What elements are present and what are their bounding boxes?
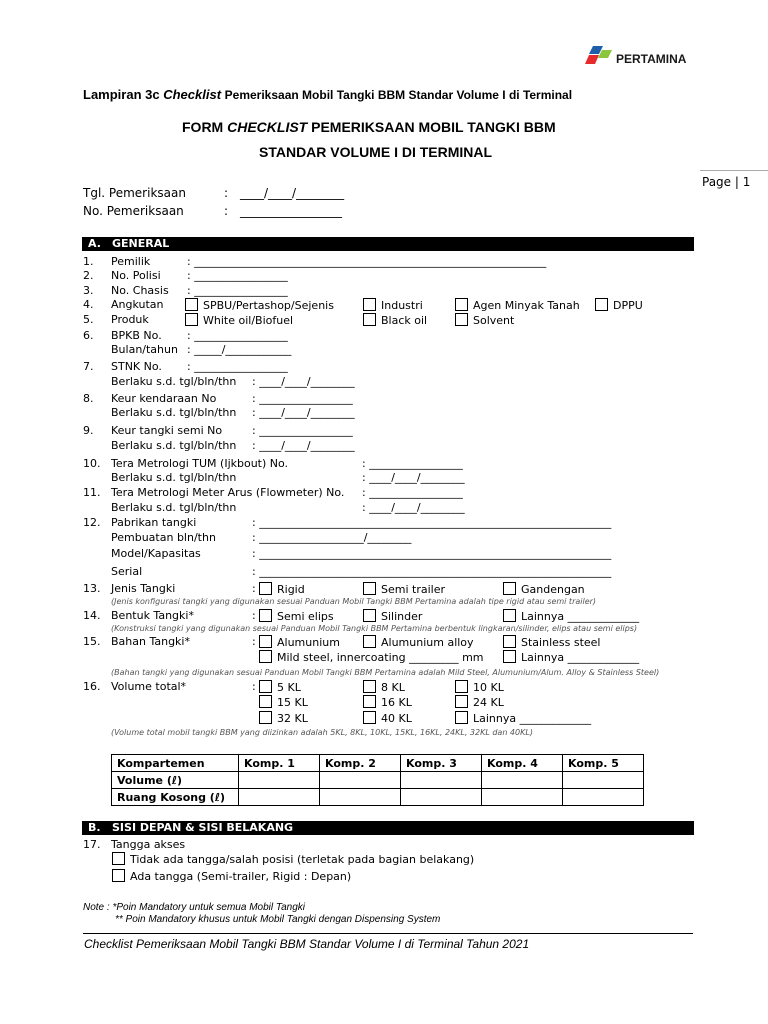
- checkbox[interactable]: [363, 635, 376, 648]
- pertamina-logo-icon: [583, 44, 613, 68]
- volume-option[interactable]: [259, 680, 301, 694]
- table-cell[interactable]: [239, 789, 320, 806]
- row-value[interactable]: : ____/____/________: [252, 375, 355, 388]
- checkbox[interactable]: [363, 711, 376, 724]
- table-cell[interactable]: [320, 789, 401, 806]
- option-label: 15 KL: [277, 696, 308, 709]
- bentuk-option[interactable]: [363, 609, 422, 623]
- row-label: Volume total*: [111, 680, 187, 693]
- option-label: Semi elips: [277, 610, 334, 623]
- row-value[interactable]: : _________________: [362, 457, 463, 470]
- option-label: Alumunium alloy: [381, 636, 474, 649]
- row-value[interactable]: : _____/____________: [187, 343, 292, 356]
- option-label: DPPU: [613, 299, 643, 312]
- produk-option[interactable]: [185, 313, 293, 327]
- lampiran-prefix: Lampiran 3c: [83, 87, 160, 102]
- volume-note: (Volume total mobil tangki BBM yang diizinkan adalah 5KL, 8KL, 10KL, 15KL, 16KL, 24KL, 32KL dan 40KL): [111, 728, 533, 737]
- row-label: Tera Metrologi TUM (Ijkbout) No.: [111, 457, 289, 470]
- produk-option[interactable]: [363, 313, 427, 327]
- row-label: Keur tangki semi No: [111, 424, 223, 437]
- row-num: 17.: [83, 838, 101, 851]
- option-label: White oil/Biofuel: [203, 314, 294, 327]
- title-italic: CHECKLIST: [227, 119, 308, 135]
- angkutan-option[interactable]: [185, 298, 334, 312]
- row-num: 2.: [83, 269, 94, 282]
- section-a-title: GENERAL: [112, 237, 170, 250]
- lampiran-rest: Pemeriksaan Mobil Tangki BBM Standar Volume I di Terminal: [224, 88, 573, 102]
- meta-tgl-value[interactable]: ____/____/________: [240, 186, 345, 200]
- pertamina-wordmark: PERTAMINA: [616, 52, 687, 66]
- bahan-option[interactable]: [259, 635, 340, 649]
- page-rule: [700, 170, 768, 171]
- volume-option[interactable]: [363, 695, 412, 709]
- option-label: Lainnya _____________: [473, 712, 592, 725]
- option-label: Stainless steel: [521, 636, 601, 649]
- option-label: 5 KL: [277, 681, 301, 694]
- row-colon: :: [252, 582, 256, 595]
- checkbox[interactable]: [363, 695, 376, 708]
- pertamina-logo: [583, 44, 613, 73]
- note-line-1: Note : *Poin Mandatory untuk semua Mobil Tangki: [83, 902, 305, 913]
- row-value[interactable]: : ________________________________________________________________: [187, 255, 547, 268]
- row-num: 15.: [83, 635, 101, 648]
- option-label: Black oil: [381, 314, 428, 327]
- table-cell[interactable]: [401, 772, 482, 789]
- tangga-option[interactable]: [112, 852, 474, 866]
- option-label: Mild steel, innercoating _________ mm: [277, 651, 484, 664]
- checkbox[interactable]: [363, 298, 376, 311]
- option-label: Lainnya _____________: [521, 651, 640, 664]
- lampiran-italic: Checklist: [163, 87, 222, 102]
- option-label: Ada tangga (Semi-trailer, Rigid : Depan): [130, 870, 352, 883]
- checkbox[interactable]: [259, 635, 272, 648]
- row-label: Serial: [111, 565, 143, 578]
- bentuk-option[interactable]: [503, 609, 639, 623]
- checkbox[interactable]: [185, 313, 198, 326]
- jenis-note: (Jenis konfigurasi tangki yang digunakan sesuai Panduan Mobil Tangki BBM Pertamina adalah tipe rigid atau semi trailer): [111, 597, 597, 606]
- row-label: Berlaku s.d. tgl/bln/thn: [111, 439, 237, 452]
- option-label: 24 KL: [473, 696, 504, 709]
- row-label: Berlaku s.d. tgl/bln/thn: [111, 471, 237, 484]
- row-value[interactable]: : ________________________________________________________________: [252, 547, 612, 560]
- table-row-label: Ruang Kosong (ℓ): [112, 789, 239, 806]
- option-label: Tidak ada tangga/salah posisi (terletak pada bagian belakang): [130, 853, 475, 866]
- section-b-title: SISI DEPAN & SISI BELAKANG: [112, 821, 294, 834]
- checkbox[interactable]: [503, 635, 516, 648]
- option-label: 40 KL: [381, 712, 412, 725]
- checkbox[interactable]: [455, 695, 468, 708]
- note-line-2: ** Poin Mandatory khusus untuk Mobil Tangki dengan Dispensing System: [115, 914, 441, 925]
- row-colon: :: [252, 680, 256, 693]
- row-value[interactable]: : ____/____/________: [252, 439, 355, 452]
- angkutan-option[interactable]: [455, 298, 580, 312]
- checkbox[interactable]: [503, 650, 516, 663]
- meta-no-colon: :: [224, 204, 229, 218]
- row-value[interactable]: : _________________: [187, 360, 288, 373]
- row-num: 5.: [83, 313, 94, 326]
- row-colon: :: [252, 609, 256, 622]
- checkbox[interactable]: [595, 298, 608, 311]
- option-label: Semi trailer: [381, 583, 445, 596]
- option-label: Lainnya _____________: [521, 610, 640, 623]
- table-row: [112, 789, 644, 806]
- row-num: 13.: [83, 582, 101, 595]
- row-label: STNK No.: [111, 360, 162, 373]
- section-a-num: A.: [88, 237, 101, 250]
- row-num: 10.: [83, 457, 101, 470]
- row-num: 1.: [83, 255, 94, 268]
- table-cell[interactable]: [482, 789, 563, 806]
- checkbox[interactable]: [185, 298, 198, 311]
- table-header-cell: Komp. 2: [320, 755, 401, 772]
- row-label: Berlaku s.d. tgl/bln/thn: [111, 406, 237, 419]
- volume-option[interactable]: [259, 711, 308, 725]
- checkbox[interactable]: [503, 609, 516, 622]
- jenis-option[interactable]: [259, 582, 305, 596]
- footer-rule: [83, 933, 693, 934]
- row-label: No. Chasis: [111, 284, 169, 297]
- table-header-cell: Komp. 3: [401, 755, 482, 772]
- row-label: Produk: [111, 313, 149, 326]
- table-header-cell: Komp. 4: [482, 755, 563, 772]
- meta-tgl-label: Tgl. Pemeriksaan: [83, 186, 186, 200]
- bahan-option[interactable]: [503, 635, 600, 649]
- row-label: Pemilik: [111, 255, 151, 268]
- row-num: 16.: [83, 680, 101, 693]
- row-label: Berlaku s.d. tgl/bln/thn: [111, 501, 237, 514]
- table-cell[interactable]: [563, 772, 644, 789]
- row-label: Angkutan: [111, 298, 164, 311]
- row-num: 9.: [83, 424, 94, 437]
- table-header-row: [112, 755, 644, 772]
- volume-option[interactable]: [455, 711, 591, 725]
- row-value[interactable]: : _________________: [187, 269, 288, 282]
- bahan-option[interactable]: [363, 635, 474, 649]
- volume-option[interactable]: [363, 680, 405, 694]
- jenis-option[interactable]: [363, 582, 445, 596]
- row-colon: :: [252, 635, 256, 648]
- table-header-cell: Kompartemen: [112, 755, 239, 772]
- table-cell[interactable]: [320, 772, 401, 789]
- row-value[interactable]: : ____/____/________: [252, 406, 355, 419]
- table-cell[interactable]: [401, 789, 482, 806]
- volume-option[interactable]: [363, 711, 412, 725]
- row-label: Model/Kapasitas: [111, 547, 201, 560]
- volume-option[interactable]: [455, 680, 504, 694]
- option-label: 16 KL: [381, 696, 412, 709]
- jenis-option[interactable]: [503, 582, 585, 596]
- checkbox[interactable]: [259, 609, 272, 622]
- checkbox[interactable]: [455, 680, 468, 693]
- option-label: 32 KL: [277, 712, 308, 725]
- produk-option[interactable]: [455, 313, 514, 327]
- section-b-num: B.: [88, 821, 101, 834]
- row-value[interactable]: : _________________: [187, 284, 288, 297]
- checkbox[interactable]: [363, 313, 376, 326]
- bahan-option[interactable]: [259, 650, 484, 664]
- bahan-note: (Bahan tangki yang digunakan sesuai Panduan Mobil Tangki BBM Pertamina adalah Mild Steel, Alumunium/Alum. Alloy & Stainless Steel): [111, 668, 660, 677]
- option-label: Industri: [381, 299, 423, 312]
- table-header-cell: Komp. 1: [239, 755, 320, 772]
- checkbox[interactable]: [112, 869, 125, 882]
- form-title-line1: [182, 119, 556, 135]
- row-value[interactable]: : _________________: [252, 392, 353, 405]
- table-header-cell: Komp. 5: [563, 755, 644, 772]
- row-label: Berlaku s.d. tgl/bln/thn: [111, 375, 237, 388]
- row-num: 6.: [83, 329, 94, 342]
- section-a-header: [82, 237, 694, 251]
- table-cell[interactable]: [482, 772, 563, 789]
- title-part2: PEMERIKSAAN MOBIL TANGKI BBM: [311, 119, 556, 135]
- row-num: 4.: [83, 298, 94, 311]
- page-number: Page | 1: [702, 175, 751, 189]
- row-num: 14.: [83, 609, 101, 622]
- row-label: Pembuatan bln/thn: [111, 531, 216, 544]
- row-num: 12.: [83, 516, 101, 529]
- checkbox[interactable]: [259, 695, 272, 708]
- row-label: Bahan Tangki*: [111, 635, 190, 648]
- bahan-option[interactable]: [503, 650, 639, 664]
- row-label: Keur kendaraan No: [111, 392, 217, 405]
- kompartemen-table: [111, 754, 644, 806]
- row-value[interactable]: : ____/____/________: [362, 471, 465, 484]
- meta-tgl-colon: :: [224, 186, 229, 200]
- option-label: Rigid: [277, 583, 305, 596]
- row-label: Bulan/tahun: [111, 343, 178, 356]
- row-value[interactable]: : _________________: [362, 486, 463, 499]
- section-b-header: [82, 821, 694, 835]
- row-label: Jenis Tangki: [111, 582, 176, 595]
- meta-no-value[interactable]: _________________: [240, 204, 342, 218]
- checkbox[interactable]: [259, 680, 272, 693]
- bentuk-option[interactable]: [259, 609, 334, 623]
- volume-option[interactable]: [259, 695, 308, 709]
- option-label: Solvent: [473, 314, 515, 327]
- checkbox[interactable]: [112, 852, 125, 865]
- volume-option[interactable]: [455, 695, 504, 709]
- angkutan-option[interactable]: [595, 298, 643, 312]
- table-cell[interactable]: [563, 789, 644, 806]
- form-title-line2: STANDAR VOLUME I DI TERMINAL: [259, 144, 493, 160]
- meta-no-label: No. Pemeriksaan: [83, 204, 184, 218]
- option-label: SPBU/Pertashop/Sejenis: [203, 299, 334, 312]
- option-label: Alumunium: [277, 636, 340, 649]
- checkbox[interactable]: [363, 609, 376, 622]
- option-label: 8 KL: [381, 681, 405, 694]
- checkbox[interactable]: [259, 582, 272, 595]
- bentuk-note: (Konstruksi tangki yang digunakan sesuai Panduan Mobil Tangki BBM Pertamina berbentuk lingkaran/silinder, elips atau semi elips): [111, 624, 638, 633]
- table-cell[interactable]: [239, 772, 320, 789]
- option-label: 10 KL: [473, 681, 504, 694]
- row-num: 11.: [83, 486, 101, 499]
- tangga-option[interactable]: [112, 869, 351, 883]
- table-row: [112, 772, 644, 789]
- checkbox[interactable]: [363, 680, 376, 693]
- row-value[interactable]: : ________________________________________________________________: [252, 516, 612, 529]
- row-label: No. Polisi: [111, 269, 161, 282]
- table-row-label: Volume (ℓ): [112, 772, 239, 789]
- row-value[interactable]: : _________________: [187, 329, 288, 342]
- row-value[interactable]: : ___________________/________: [252, 531, 412, 544]
- row-label: Pabrikan tangki: [111, 516, 197, 529]
- checkbox[interactable]: [503, 582, 516, 595]
- row-value[interactable]: : ____/____/________: [362, 501, 465, 514]
- row-num: 8.: [83, 392, 94, 405]
- row-label: Tangga akses: [111, 838, 186, 851]
- checkbox[interactable]: [259, 711, 272, 724]
- checkbox[interactable]: [455, 298, 468, 311]
- row-num: 3.: [83, 284, 94, 297]
- checkbox[interactable]: [363, 582, 376, 595]
- checkbox[interactable]: [455, 313, 468, 326]
- row-value[interactable]: : _________________: [252, 424, 353, 437]
- option-label: Silinder: [381, 610, 423, 623]
- footer-text: Checklist Pemeriksaan Mobil Tangki BBM Standar Volume I di Terminal Tahun 2021: [84, 937, 530, 951]
- row-num: 7.: [83, 360, 94, 373]
- row-label: Tera Metrologi Meter Arus (Flowmeter) No.: [111, 486, 345, 499]
- lampiran-line: [83, 87, 572, 102]
- checkbox[interactable]: [455, 711, 468, 724]
- option-label: Gandengan: [521, 583, 585, 596]
- row-value[interactable]: : ________________________________________________________________: [252, 565, 612, 578]
- row-label: Bentuk Tangki*: [111, 609, 194, 622]
- title-part1: FORM: [182, 119, 224, 135]
- option-label: Agen Minyak Tanah: [473, 299, 580, 312]
- checkbox[interactable]: [259, 650, 272, 663]
- angkutan-option[interactable]: [363, 298, 423, 312]
- row-label: BPKB No.: [111, 329, 162, 342]
